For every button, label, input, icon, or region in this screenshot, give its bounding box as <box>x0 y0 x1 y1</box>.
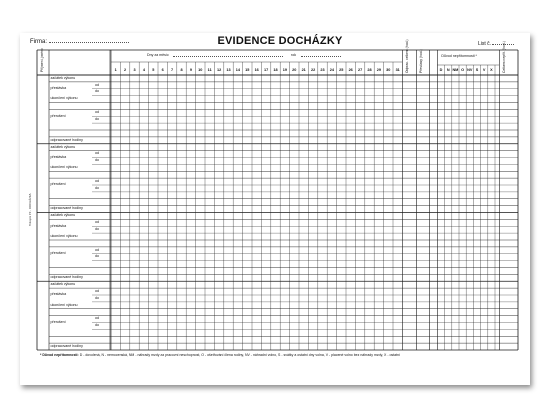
row-label-worked-hours: odpracované hodiny <box>50 275 83 280</box>
day-number: 5 <box>152 68 155 72</box>
day-number: 26 <box>348 68 353 72</box>
row-label-worked-hours: odpracované hodiny <box>50 343 83 348</box>
row-label-from: od <box>95 288 99 293</box>
overtime-header: Přesčasy (hod.) <box>419 49 424 73</box>
row-label-from: od <box>95 316 99 321</box>
row-label-to: do <box>95 295 99 300</box>
row-label-interrupt: přerušení <box>50 113 66 118</box>
days-label: Dny za měsíc <box>147 53 169 57</box>
row-label-to: do <box>95 89 99 94</box>
absence-code: X <box>490 68 493 72</box>
row-label-end: ukončení výkonu <box>50 165 78 170</box>
absence-code: V <box>482 68 486 72</box>
day-number: 10 <box>198 68 203 72</box>
page-title: EVIDENCE DOCHÁZKY <box>217 35 343 47</box>
day-number: 29 <box>376 68 381 72</box>
day-number: 12 <box>216 68 222 72</box>
row-label-to: do <box>95 185 99 190</box>
row-label-break: přestávka <box>50 154 67 159</box>
row-label-worked-hours: odpracované hodiny <box>50 206 83 211</box>
row-label-interrupt: přerušení <box>50 251 66 255</box>
row-label-interrupt: přerušení <box>50 182 66 187</box>
form-code: Tiskopis PF - DOCHÁZKA <box>28 193 32 226</box>
day-number: 17 <box>263 68 269 72</box>
row-label-from: od <box>95 178 99 183</box>
day-number: 1 <box>114 68 117 72</box>
row-label-end: ukončení výkonu <box>50 302 78 307</box>
absence-code: N <box>446 68 450 72</box>
day-number: 28 <box>367 68 372 72</box>
day-number: 31 <box>395 68 400 72</box>
company-label: Firma: <box>30 39 47 45</box>
month-line[interactable] <box>173 55 283 57</box>
row-label-from: od <box>95 151 99 156</box>
absence-reason-header: Důvod nepřítomnosti * <box>441 54 477 58</box>
day-number: 18 <box>273 68 278 72</box>
day-number: 16 <box>254 68 259 72</box>
day-number: 27 <box>357 68 363 72</box>
row-label-from: od <box>95 247 99 252</box>
day-number: 23 <box>320 68 325 72</box>
absence-legend-lead: * Důvod nepřítomnosti: <box>40 353 79 357</box>
absence-code: O <box>461 68 465 72</box>
day-number: 8 <box>180 68 183 72</box>
name-header: Příjmení, jméno <box>40 48 44 72</box>
absence-code: NV <box>467 68 473 72</box>
year-line[interactable] <box>301 55 341 57</box>
day-number: 20 <box>292 68 297 72</box>
row-label-to: do <box>95 116 99 121</box>
day-number: 15 <box>245 68 250 72</box>
day-number: 25 <box>339 68 344 72</box>
row-label-break: přestávka <box>50 86 67 90</box>
row-label-start: začátek výkonu <box>50 213 76 218</box>
day-number: 4 <box>142 68 145 72</box>
row-label-to: do <box>95 158 99 163</box>
absence-code: D <box>439 68 443 72</box>
row-label-break: přestávka <box>50 223 67 228</box>
day-number: 22 <box>310 68 316 72</box>
day-number: 24 <box>329 68 334 72</box>
worked-hours-header: Odprac. celkem (hod.) <box>405 39 410 73</box>
sheet-number-label: List č. <box>478 41 492 47</box>
absence-legend-text: D - dovolená, N - nemocenská, NM - náhrady mzdy za pracovní neschopnost, O - ošetřování člena rodiny, NV - náhradní volno, S - svátky a ostatní dny volna, V - placené volno bez náhrady mzdy, X - ostatní <box>79 353 400 357</box>
row-label-start: začátek výkonu <box>50 282 76 287</box>
absence-code: NM <box>452 68 459 72</box>
day-number: 3 <box>133 68 136 72</box>
day-number: 19 <box>282 68 287 72</box>
row-label-to: do <box>95 323 99 328</box>
day-number: 6 <box>161 68 164 72</box>
row-label-from: od <box>95 82 99 87</box>
row-label-to: do <box>95 226 99 231</box>
row-label-end: ukončení výkonu <box>50 233 78 238</box>
total-absence-header: Celkem nepřít. (hod.) <box>502 41 507 73</box>
row-label-from: od <box>95 110 99 115</box>
absence-code: S <box>475 68 479 72</box>
day-number: 11 <box>207 68 212 72</box>
row-label-from: od <box>95 220 99 225</box>
row-label-worked-hours: odpracované hodiny <box>50 137 83 142</box>
day-number: 13 <box>226 68 231 72</box>
row-label-to: do <box>95 254 99 259</box>
row-label-start: začátek výkonu <box>50 75 76 80</box>
row-label-break: přestávka <box>50 292 67 297</box>
day-number: 9 <box>189 68 192 72</box>
row-label-end: ukončení výkonu <box>50 96 78 101</box>
absence-legend <box>40 353 518 358</box>
day-number: 2 <box>124 68 127 72</box>
row-label-interrupt: přerušení <box>50 319 66 324</box>
year-label: rok <box>291 53 296 57</box>
day-number: 14 <box>235 68 240 72</box>
row-label-start: začátek výkonu <box>50 144 76 149</box>
day-number: 30 <box>386 68 391 72</box>
day-number: 7 <box>171 68 174 72</box>
day-number: 21 <box>301 68 306 72</box>
